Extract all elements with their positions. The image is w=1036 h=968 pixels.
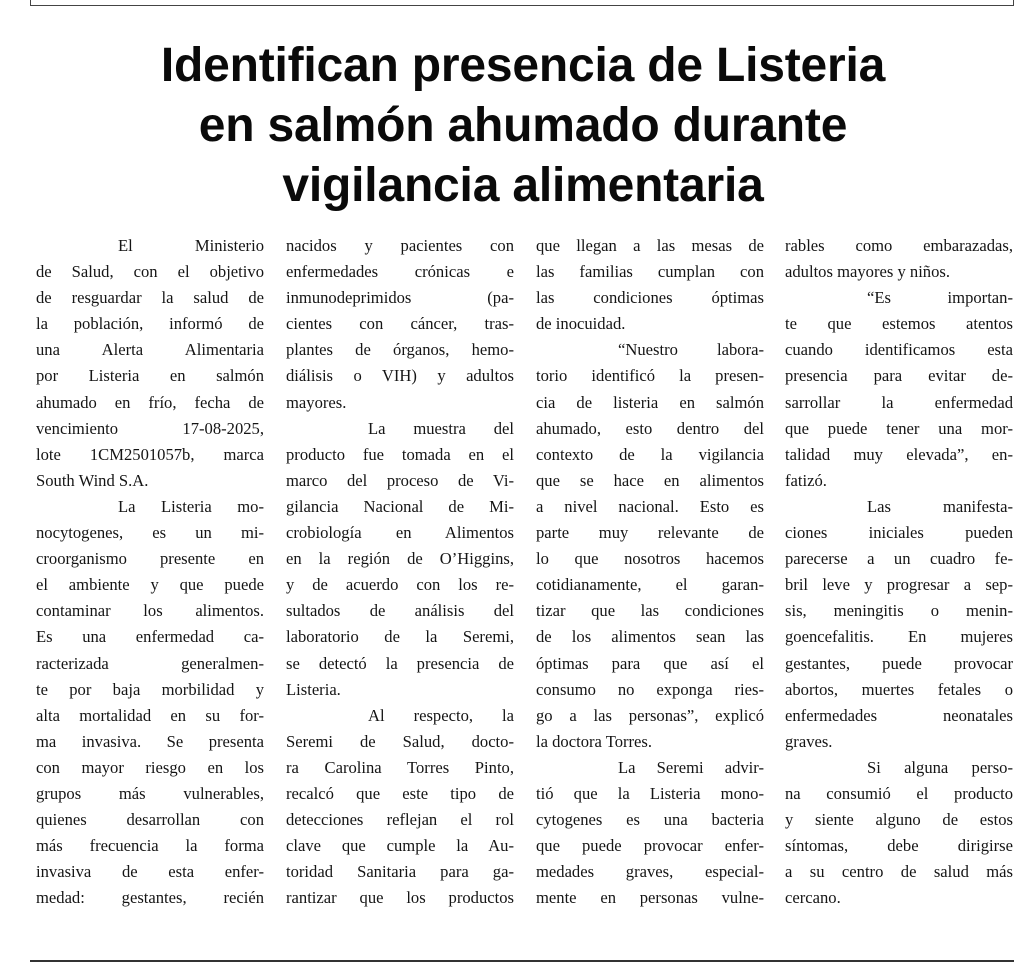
article-line: producto fue tomada en el (286, 444, 514, 464)
article-line: detecciones reflejan el rol (286, 810, 514, 830)
article-line: La Listeria mo- (118, 496, 264, 516)
article-line: La Seremi advir- (618, 757, 764, 777)
article-line: por Listeria en salmón (36, 366, 264, 386)
article-line: medades graves, especial- (536, 862, 764, 882)
article-line: ahumado en frío, fecha de (36, 392, 264, 412)
article-line: graves. (785, 731, 833, 751)
article-line: cuando identificamos esta (785, 340, 1013, 360)
article-line: en la región de O’Higgins, (286, 549, 514, 569)
article-line: de resguardar la salud de (36, 288, 264, 308)
article-line: marco del proceso de Vi- (286, 470, 514, 490)
article-line: go a las personas”, explicó (536, 705, 764, 725)
article-line: lote 1CM2501057b, marca (36, 444, 264, 464)
article-line: mayores. (286, 392, 347, 412)
bottom-border-rule (30, 960, 1014, 962)
article-line: Al respecto, la (368, 705, 514, 725)
article-line: cientes con cáncer, tras- (286, 314, 514, 334)
article-line: ma invasiva. Se presenta (36, 731, 264, 751)
article-line: diálisis o VIH) y adultos (286, 366, 514, 386)
article-line: la doctora Torres. (536, 731, 653, 751)
article-line: ahumado, esto dentro del (536, 418, 764, 438)
article-line: sis, meningitis o menin- (785, 601, 1013, 621)
article-line: de los alimentos sean las (536, 627, 764, 647)
article-line: recalcó que este tipo de (286, 783, 514, 803)
article-line: enfermedades neonatales (785, 705, 1013, 725)
article-line: gilancia Nacional de Mi- (286, 496, 514, 516)
article-line: talidad muy elevada”, en- (785, 444, 1013, 464)
article-line: vencimiento 17-08-2025, (36, 418, 264, 438)
article-line: enfermedades crónicas e (286, 262, 514, 282)
article-line: Si alguna perso- (867, 757, 1013, 777)
article-line: te por baja morbilidad y (36, 679, 264, 699)
article-column-2 (286, 233, 514, 911)
article-line: grupos más vulnerables, (36, 783, 264, 803)
article-line: cia de listeria en salmón (536, 392, 764, 412)
article-line: goencefalitis. En mujeres (785, 627, 1013, 647)
article-line: ciones iniciales pueden (785, 523, 1013, 543)
article-line: las condiciones óptimas (536, 288, 764, 308)
article-line: alta mortalidad en su for- (36, 705, 264, 725)
article-line: se detectó la presencia de (286, 653, 514, 673)
article-line: racterizada generalmen- (36, 653, 264, 673)
article-line: South Wind S.A. (36, 470, 149, 490)
article-line: rables como embarazadas, (785, 236, 1013, 255)
article-line: medad: gestantes, recién (36, 888, 264, 908)
article-line: contaminar los alimentos. (36, 601, 264, 621)
article-line: “Es importan- (867, 288, 1013, 308)
headline-line-1: Identifican presencia de Listeria (160, 39, 886, 92)
article-line: que llegan a las mesas de (536, 236, 764, 255)
article-line: sarrollar la enfermedad (785, 392, 1013, 412)
article-line: síntomas, debe dirigirse (785, 836, 1013, 856)
top-border-rule (30, 0, 1014, 6)
article-line: cytogenes es una bacteria (536, 810, 764, 830)
article-line: a su centro de salud más (785, 862, 1013, 882)
article-line: te que estemos atentos (785, 314, 1013, 334)
article-line: abortos, muertes fetales o (785, 679, 1013, 699)
article-line: El Ministerio (118, 236, 264, 255)
article-line: Las manifesta- (867, 496, 1013, 516)
article-line: tizar que las condiciones (536, 601, 764, 621)
article-line: rantizar que los productos (286, 888, 514, 908)
article-line: ra Carolina Torres Pinto, (286, 757, 514, 777)
article-line: invasiva de esta enfer- (36, 862, 264, 882)
headline-line-3: vigilancia alimentaria (282, 159, 764, 212)
article-line: consumo no exponga ries- (536, 679, 764, 699)
article-line: de Salud, con el objetivo (36, 262, 264, 282)
article-line: lo que nosotros hacemos (536, 549, 764, 569)
article-line: nocytogenes, es un mi- (36, 523, 264, 543)
article-line: contexto de la vigilancia (536, 444, 764, 464)
article-line: presencia para evitar de- (785, 366, 1013, 386)
article-line: con mayor riesgo en los (36, 757, 264, 777)
article-line: óptimas para que así el (536, 653, 764, 673)
article-line: Seremi de Salud, docto- (286, 731, 514, 751)
article-line: una Alerta Alimentaria (36, 340, 264, 360)
article-line: cercano. (785, 888, 841, 908)
article-line: clave que cumple la Au- (286, 836, 514, 856)
article-line: mente en personas vulne- (536, 888, 764, 908)
headline-line-2: en salmón ahumado durante (198, 99, 848, 152)
article-line: plantes de órganos, hemo- (286, 340, 514, 360)
article-line: a nivel nacional. Esto es (536, 496, 764, 516)
article-line: parte muy relevante de (536, 523, 764, 543)
article-line: La muestra del (368, 418, 514, 438)
article-line: más frecuencia la forma (36, 836, 264, 856)
article-line: parecerse a un cuadro fe- (785, 549, 1013, 569)
article-column-1 (36, 233, 264, 911)
article-line: laboratorio de la Seremi, (286, 627, 514, 647)
article-line: las familias cumplan con (536, 262, 764, 282)
article-line: bril leve y progresar a sep- (785, 575, 1013, 595)
article-line: y de acuerdo con los re- (286, 575, 514, 595)
article-line: croorganismo presente en (36, 549, 264, 569)
article-line: y siente alguno de estos (785, 810, 1013, 830)
article-line: el ambiente y que puede (36, 575, 264, 595)
article-line: torio identificó la presen- (536, 366, 764, 386)
article-line: inmunodeprimidos (pa- (286, 288, 514, 308)
article-line: gestantes, puede provocar (785, 653, 1013, 673)
article-line: sultados de análisis del (286, 601, 514, 621)
article-line: Es una enfermedad ca- (36, 627, 264, 647)
article-line: quienes desarrollan con (36, 810, 264, 830)
article-line: que puede tener una mor- (785, 418, 1013, 438)
article-line: que se hace en alimentos (536, 470, 764, 490)
article-line: cotidianamente, el garan- (536, 575, 764, 595)
article-column-3 (536, 233, 764, 911)
article-line: na consumió el producto (785, 783, 1013, 803)
article-line: nacidos y pacientes con (286, 236, 514, 255)
article-line: “Nuestro labora- (618, 340, 764, 360)
article-line: Listeria. (286, 679, 341, 699)
headline (40, 36, 1006, 216)
article-line: que puede provocar enfer- (536, 836, 764, 856)
article-line: tió que la Listeria mono- (536, 783, 764, 803)
article-column-4 (785, 233, 1013, 911)
article-line: adultos mayores y niños. (785, 262, 950, 282)
article-line: crobiología en Alimentos (286, 523, 514, 543)
article-line: toridad Sanitaria para ga- (286, 862, 514, 882)
article-line: fatizó. (785, 470, 827, 490)
article-line: de inocuidad. (536, 314, 626, 334)
article-line: la población, informó de (36, 314, 264, 334)
